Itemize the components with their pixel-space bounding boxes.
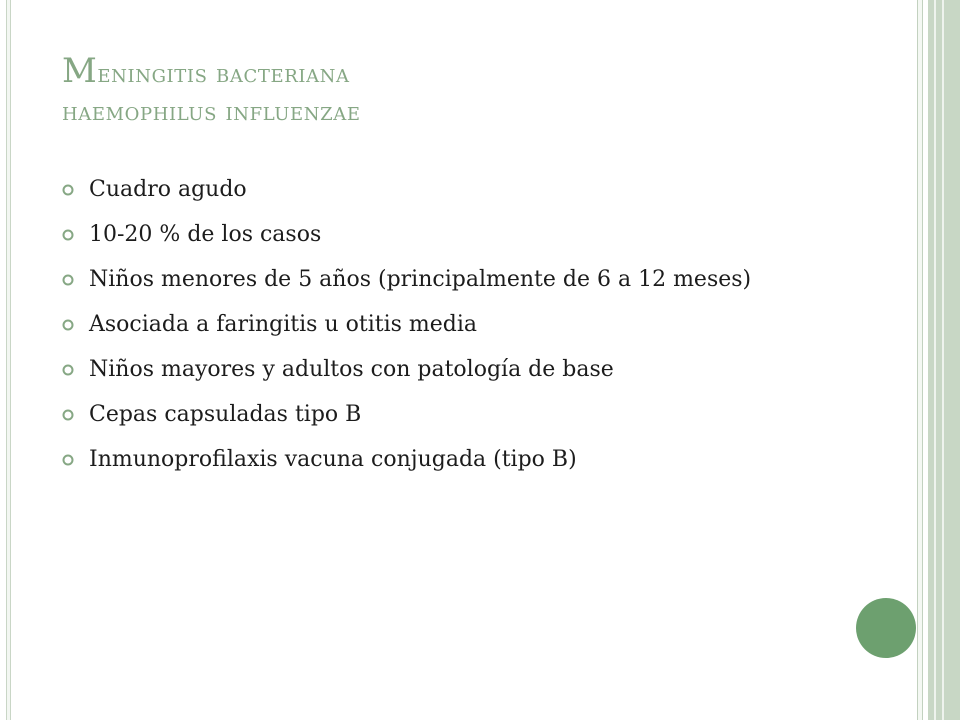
- open-circle-bullet-icon: [62, 409, 74, 421]
- bullet-text: Inmunoprofilaxis vacuna conjugada (tipo B): [89, 447, 577, 472]
- title-line-1: Meningitis bacteriana: [62, 51, 350, 91]
- bullet-text: Cepas capsuladas tipo B: [89, 402, 362, 427]
- open-circle-bullet-icon: [62, 274, 74, 286]
- bullet-item: [62, 445, 822, 474]
- title-line-2: haemophilus influenzae: [62, 97, 361, 126]
- open-circle-bullet-icon: [62, 229, 74, 241]
- open-circle-bullet-icon: [62, 319, 74, 331]
- bullet-item: [62, 220, 822, 249]
- right-frame-bar: [928, 0, 960, 720]
- bullet-text: Niños mayores y adultos con patología de base: [89, 357, 614, 382]
- open-circle-bullet-icon: [62, 454, 74, 466]
- bullet-item: [62, 310, 822, 339]
- bullet-text: Cuadro agudo: [89, 177, 247, 202]
- right-frame-stripe: [934, 0, 936, 720]
- bullet-text: Niños menores de 5 años (principalmente de 6 a 12 meses): [89, 267, 752, 292]
- bullet-item: [62, 265, 822, 294]
- bullet-item: [62, 355, 822, 384]
- open-circle-bullet-icon: [62, 364, 74, 376]
- open-circle-bullet-icon: [62, 184, 74, 196]
- right-frame-stripe: [942, 0, 944, 720]
- left-frame-line: [6, 0, 11, 720]
- bullet-text: 10-20 % de los casos: [89, 222, 322, 247]
- slide-title: [62, 52, 842, 131]
- right-frame-line: [917, 0, 923, 720]
- bullet-item: [62, 400, 822, 429]
- bullet-text: Asociada a faringitis u otitis media: [89, 312, 478, 337]
- bullet-item: [62, 175, 822, 204]
- green-circle-decoration: [856, 598, 916, 658]
- bullet-list: [62, 175, 822, 490]
